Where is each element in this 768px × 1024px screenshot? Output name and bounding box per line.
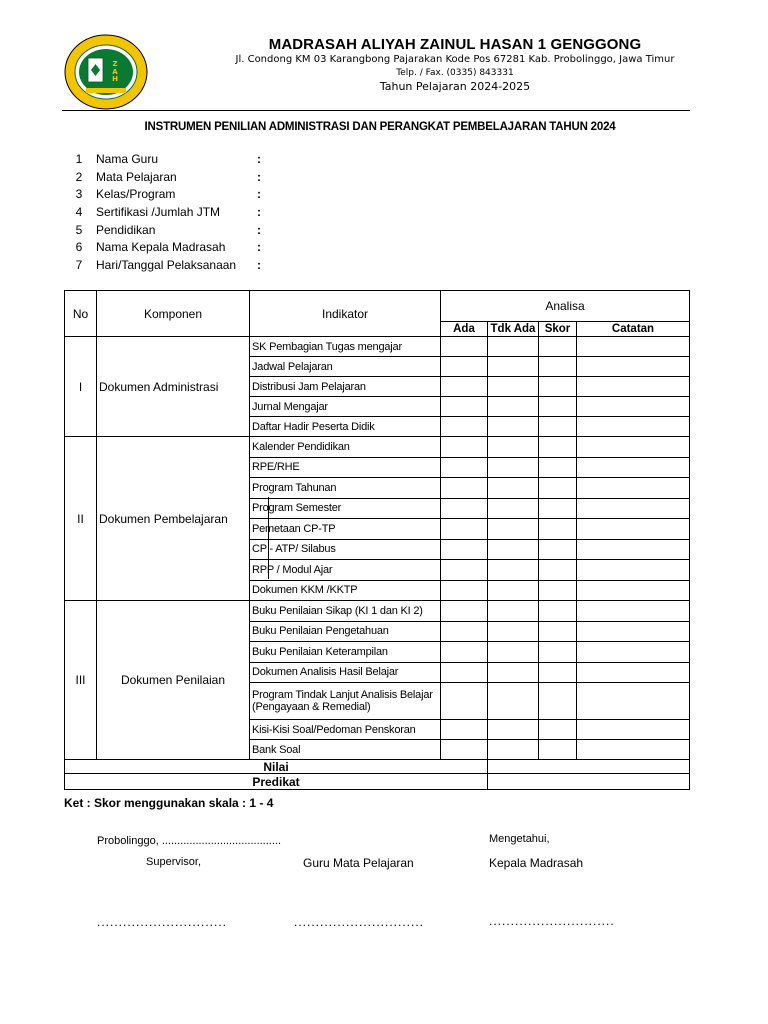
tdk-ada-cell[interactable] [488,397,539,417]
school-logo [64,34,148,110]
indicator-cell: Buku Penilaian Keterampilan [250,642,441,663]
svg-text:A: A [112,68,118,76]
indicator-cell: Dokumen Analisis Hasil Belajar [250,662,441,683]
mengetahui-label: Mengetahui, [489,833,550,845]
tdk-ada-cell[interactable] [488,560,539,581]
skor-cell[interactable] [539,662,577,683]
skor-cell[interactable] [539,560,577,581]
ada-cell[interactable] [441,662,488,683]
tdk-ada-cell[interactable] [488,377,539,397]
ada-cell[interactable] [441,417,488,437]
ada-cell[interactable] [441,377,488,397]
catatan-cell[interactable] [577,337,690,357]
skor-cell[interactable] [539,519,577,540]
group-number: I [65,337,97,437]
header-analisa: Analisa [441,291,690,322]
ada-cell[interactable] [441,337,488,357]
catatan-cell[interactable] [577,397,690,417]
skor-cell[interactable] [539,377,577,397]
catatan-cell[interactable] [577,478,690,499]
ada-cell[interactable] [441,397,488,417]
tdk-ada-cell[interactable] [488,478,539,499]
ada-cell[interactable] [441,601,488,622]
catatan-cell[interactable] [577,720,690,740]
catatan-cell[interactable] [577,498,690,519]
info-number: 6 [75,240,83,255]
tdk-ada-cell[interactable] [488,720,539,740]
indicator-cell: SK Pembagian Tugas mengajar [250,337,441,357]
ada-cell[interactable] [441,642,488,663]
group-component: Dokumen Administrasi [97,337,250,437]
kepala-label: Kepala Madrasah [489,856,584,870]
group-component: Dokumen Penilaian [97,601,250,760]
info-colon: : [257,258,261,273]
indicator-cell: Kisi-Kisi Soal/Pedoman Penskoran [250,720,441,740]
info-label: Kelas/Program [96,187,176,202]
tdk-ada-cell[interactable] [488,498,539,519]
predikat-row [65,774,690,790]
skor-cell[interactable] [539,642,577,663]
info-colon: : [257,187,261,202]
ada-cell[interactable] [441,621,488,642]
academic-year: Tahun Pelajaran 2024-2025 [379,80,531,93]
header-no: No [65,291,97,337]
tdk-ada-cell[interactable] [488,337,539,357]
table-row [65,601,690,622]
skor-cell[interactable] [539,580,577,601]
ada-cell[interactable] [441,740,488,760]
group-component: Dokumen Pembelajaran [97,437,250,601]
indicator-cell: Daftar Hadir Peserta Didik [250,417,441,437]
guru-label: Guru Mata Pelajaran [303,856,414,870]
tdk-ada-cell[interactable] [488,683,539,720]
tdk-ada-cell[interactable] [488,457,539,478]
catatan-cell[interactable] [577,539,690,560]
info-colon: : [257,240,261,255]
catatan-cell[interactable] [577,683,690,720]
predikat-value-cell[interactable] [488,774,690,790]
skor-cell[interactable] [539,601,577,622]
guru-signature-line: .............................. [294,915,425,929]
score-scale-note: Ket : Skor menggunakan skala : 1 - 4 [64,796,274,810]
ada-cell[interactable] [441,478,488,499]
indicator-cell: Buku Penilaian Pengetahuan [250,621,441,642]
ada-cell[interactable] [441,437,488,458]
info-number: 2 [75,169,83,184]
tdk-ada-cell[interactable] [488,580,539,601]
skor-cell[interactable] [539,457,577,478]
catatan-cell[interactable] [577,662,690,683]
tdk-ada-cell[interactable] [488,740,539,760]
info-number: 3 [75,187,83,202]
info-label: Nama Kepala Madrasah [96,240,226,255]
stray-border-line [268,497,269,579]
catatan-cell[interactable] [577,437,690,458]
tdk-ada-cell[interactable] [488,357,539,377]
predikat-label: Predikat [65,774,488,790]
catatan-cell[interactable] [577,519,690,540]
tdk-ada-cell[interactable] [488,662,539,683]
indicator-cell: Program Semester [250,498,441,519]
indicator-cell: Buku Penilaian Sikap (KI 1 dan KI 2) [250,601,441,622]
tdk-ada-cell[interactable] [488,621,539,642]
tdk-ada-cell[interactable] [488,642,539,663]
catatan-cell[interactable] [577,377,690,397]
indicator-cell: Pemetaan CP-TP [250,519,441,540]
indicator-cell: Jadwal Pelajaran [250,357,441,377]
header-divider [62,110,690,111]
indicator-cell: Bank Soal [250,740,441,760]
skor-cell[interactable] [539,478,577,499]
indicator-cell: Program Tahunan [250,478,441,499]
info-colon: : [257,152,261,166]
catatan-cell[interactable] [577,621,690,642]
catatan-cell[interactable] [577,560,690,581]
indicator-cell: Dokumen KKM /KKTP [250,580,441,601]
skor-cell[interactable] [539,683,577,720]
skor-cell[interactable] [539,498,577,519]
tdk-ada-cell[interactable] [488,601,539,622]
skor-cell[interactable] [539,357,577,377]
place-date: Probolinggo, ....................................... [97,835,282,847]
catatan-cell[interactable] [577,417,690,437]
group-number: III [65,601,97,760]
ada-cell[interactable] [441,539,488,560]
catatan-cell[interactable] [577,601,690,622]
ada-cell[interactable] [441,357,488,377]
skor-cell[interactable] [539,417,577,437]
header-tdk-ada: Tdk Ada [488,322,539,337]
indicator-cell: Program Tindak Lanjut Analisis Belajar (Pengayaan & Remedial) [250,683,441,720]
kepala-signature-line: ............................. [489,914,615,928]
tdk-ada-cell[interactable] [488,417,539,437]
info-label: Sertifikasi /Jumlah JTM [96,205,221,220]
info-colon: : [257,205,261,220]
school-name: MADRASAH ALIYAH ZAINUL HASAN 1 GENGGONG [268,36,642,53]
school-address: Jl. Condong KM 03 Karangbong Pajarakan Kode Pos 67281 Kab. Probolinggo, Jawa Timur [235,54,675,65]
ada-cell[interactable] [441,498,488,519]
supervisor-label: Supervisor, [146,856,202,868]
svg-text:H: H [112,75,118,83]
indicator-cell: RPP / Modul Ajar [250,560,441,581]
school-phone: Telp. / Fax. (0335) 843331 [396,68,514,78]
header-komponen: Komponen [97,291,250,337]
nilai-row [65,760,690,774]
header-skor: Skor [539,322,577,337]
info-number: 4 [75,205,83,220]
indicator-cell: Kalender Pendidikan [250,437,441,458]
catatan-cell[interactable] [577,580,690,601]
document-title: INSTRUMEN PENILIAN ADMINISTRASI DAN PERANGKAT PEMBELAJARAN TAHUN 2024 [144,121,616,133]
ada-cell[interactable] [441,457,488,478]
header-ada: Ada [441,322,488,337]
skor-cell[interactable] [539,621,577,642]
tdk-ada-cell[interactable] [488,437,539,458]
ada-cell[interactable] [441,580,488,601]
supervisor-signature-line: .............................. [97,915,228,929]
tdk-ada-cell[interactable] [488,519,539,540]
group-number: II [65,437,97,601]
skor-cell[interactable] [539,397,577,417]
ada-cell[interactable] [441,560,488,581]
info-number: 5 [75,222,83,237]
info-number: 1 [75,152,83,166]
table-row [65,337,690,357]
info-label: Hari/Tanggal Pelaksanaan [96,258,237,273]
ada-cell[interactable] [441,683,488,720]
header-indikator: Indikator [250,291,441,337]
skor-cell[interactable] [539,720,577,740]
indicator-cell: Distribusi Jam Pelajaran [250,377,441,397]
info-label: Pendidikan [96,222,156,237]
info-colon: : [257,222,261,237]
skor-cell[interactable] [539,337,577,357]
skor-cell[interactable] [539,437,577,458]
nilai-label: Nilai [65,760,488,774]
info-colon: : [257,169,261,184]
assessment-table [64,290,690,790]
header-catatan: Catatan [577,322,690,337]
indicator-cell: Jurnal Mengajar [250,397,441,417]
svg-text:Z: Z [112,60,118,68]
catatan-cell[interactable] [577,642,690,663]
catatan-cell[interactable] [577,357,690,377]
table-row [65,437,690,458]
catatan-cell[interactable] [577,740,690,760]
skor-cell[interactable] [539,539,577,560]
skor-cell[interactable] [539,740,577,760]
ada-cell[interactable] [441,720,488,740]
indicator-cell: RPE/RHE [250,457,441,478]
catatan-cell[interactable] [577,457,690,478]
indicator-cell: CP - ATP/ Silabus [250,539,441,560]
ada-cell[interactable] [441,519,488,540]
tdk-ada-cell[interactable] [488,539,539,560]
info-number: 7 [75,258,83,273]
info-label: Mata Pelajaran [96,169,177,184]
nilai-value-cell[interactable] [488,760,690,774]
info-label: Nama Guru [96,152,159,166]
